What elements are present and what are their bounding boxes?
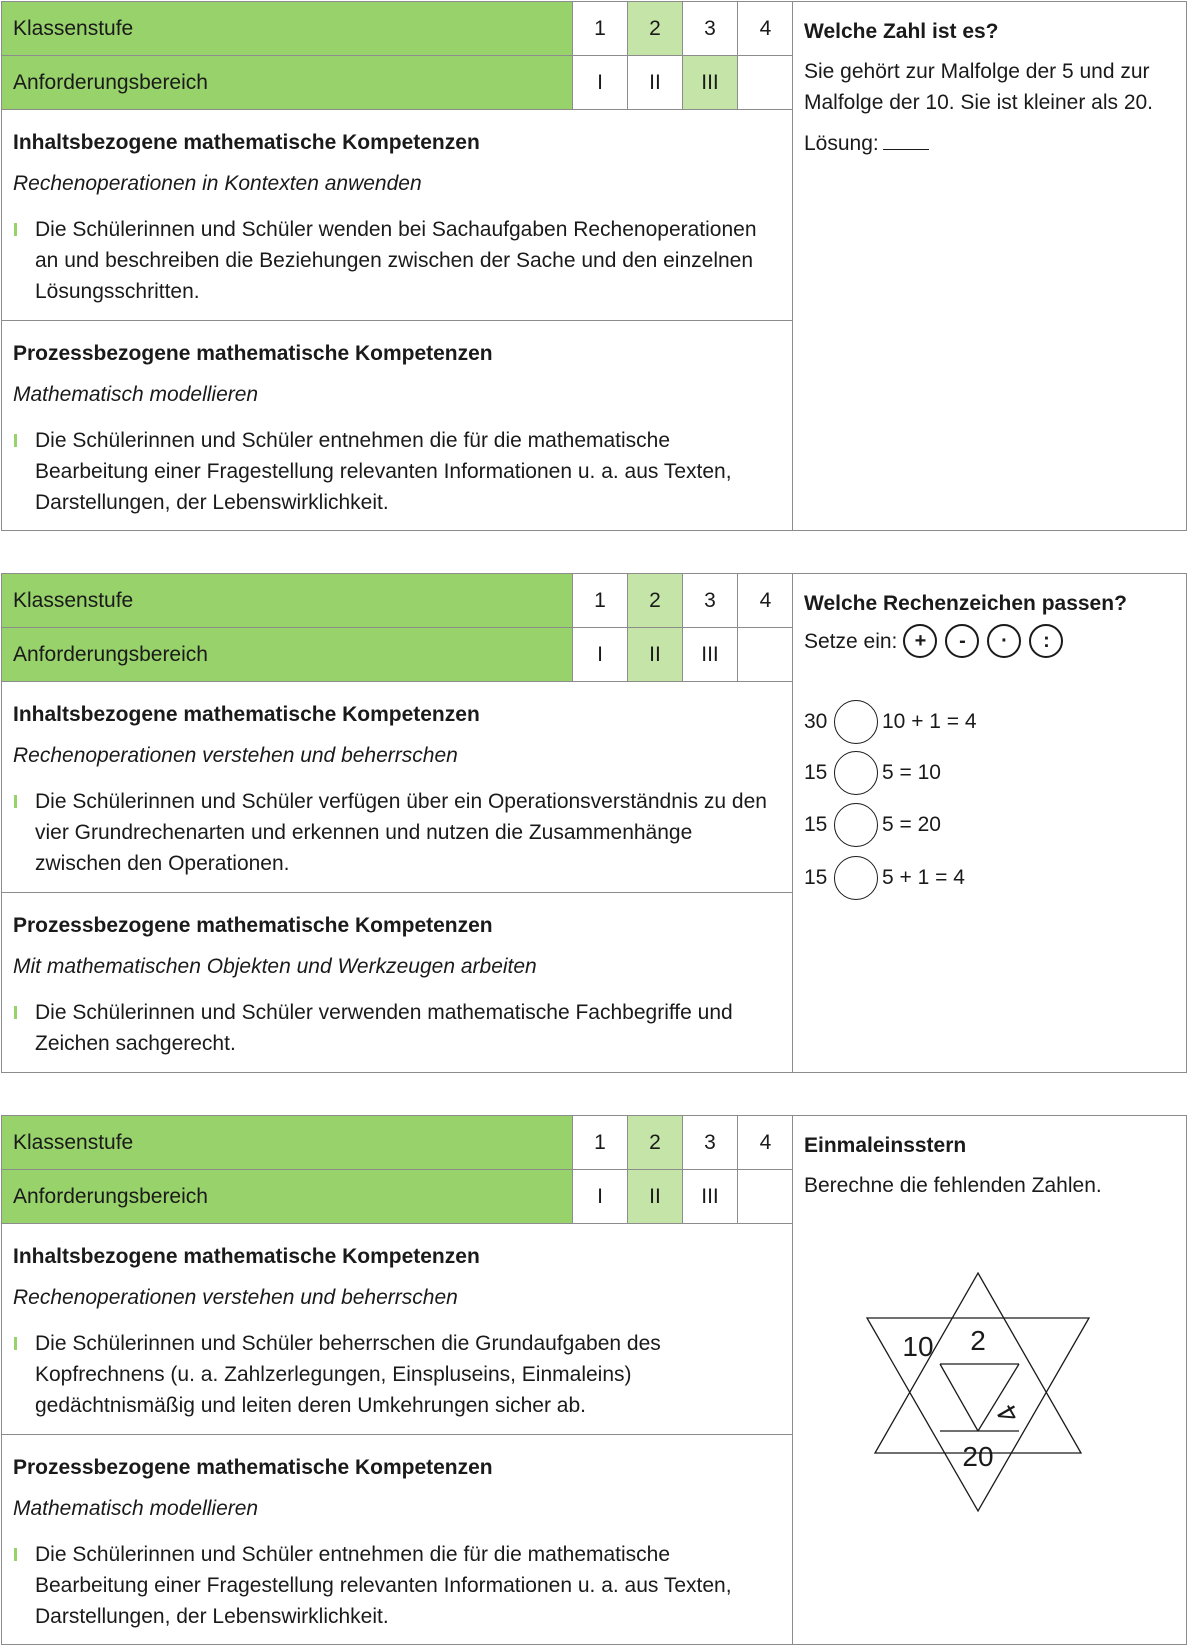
area-cell-II-selected: II [628,1170,683,1223]
content-subheading: Rechenoperationen in Kontexten anwenden [13,172,422,195]
process-text: Die Schülerinnen und Schüler verwenden mathematische Fachbegriffe und Zeichen sachgerecht. [35,1001,733,1055]
grade-cell-4: 4 [759,589,772,612]
area-cell-empty [738,56,793,109]
task-panel [793,1116,1186,1644]
process-bullet [13,1539,783,1632]
area-cell-II-selected: II [628,628,683,681]
area-label: Anforderungsbereich [2,1170,573,1223]
bullet-marker [14,1337,17,1350]
equation-left: 15 [804,866,828,889]
task-panel [793,574,1186,1072]
process-text: Die Schülerinnen und Schüler entnehmen die für die mathematische Bearbeitung einer Fragestellung relevanten Informationen u. a. aus Texten, Darstellungen, der Lebenswirklichkeit. [35,1543,732,1628]
process-heading: Prozessbezogene mathematische Kompetenzen [13,914,493,937]
grade-row [2,1116,793,1170]
operator-blank-circle[interactable] [834,856,878,900]
equation-row-4 [804,854,965,902]
area-row [2,1170,793,1224]
process-competence-section [2,892,793,1059]
task-instruction: Setze ein: [804,629,898,653]
star-number-rotated: 4 [990,1399,1026,1429]
task-text: Sie gehört zur Malfolge der 5 und zur Malfolge der 10. Sie ist kleiner als 20. [804,60,1154,114]
area-cell-empty [738,628,793,681]
grade-cell-2-selected: 2 [628,574,683,627]
operator-blank-circle[interactable] [834,700,878,744]
area-cell-III-selected: III [683,56,738,109]
star-inner-line [940,1364,978,1431]
equation-right: 10 + 1 = 4 [882,710,977,733]
grade-cell-1: 1 [573,2,628,55]
plus-sign: + [903,624,937,658]
equation-left: 30 [804,710,828,733]
operator-blank-circle[interactable] [834,751,878,795]
process-heading: Prozessbezogene mathematische Kompetenzen [13,342,493,365]
equation-row-1 [804,698,977,746]
area-cell-I: I [573,56,628,109]
grade-label: Klassenstufe [2,1116,573,1169]
card-left-panel [2,1116,793,1644]
star-outer-bottom-triangle [875,1273,1081,1453]
content-text: Die Schülerinnen und Schüler beherrschen die Grundaufgaben des Kopfrechnens (u. a. Zahlzerlegungen, Einspluseins, Einmaleins) gedächtnismäßig und leiten deren Umkehrungen sicher ab. [35,1332,661,1417]
area-cell-I: I [573,1170,628,1223]
content-competence-section [2,110,793,307]
grade-label: Klassenstufe [2,2,573,55]
solution-label: Lösung: [804,132,879,155]
solution-blank[interactable] [883,132,929,150]
content-bullet [13,1328,783,1421]
content-subheading: Rechenoperationen verstehen und beherrschen [13,744,458,767]
equation-right: 5 + 1 = 4 [882,866,965,889]
star-number-inner-top: 2 [970,1325,986,1356]
content-bullet [13,214,783,307]
equation-left: 15 [804,813,828,836]
content-text: Die Schülerinnen und Schüler verfügen über ein Operationsverständnis zu den vier Grundrechenarten und erkennen und nutzen die Zusammenhänge zwischen den Operationen. [35,790,767,875]
grade-cell-4: 4 [759,1131,772,1154]
card-left-panel [2,2,793,530]
process-competence-section [2,1434,793,1632]
grade-cell-3: 3 [683,1116,738,1169]
area-row [2,56,793,110]
grade-cell-2-selected: 2 [628,1116,683,1169]
task-title: Welche Zahl ist es? [804,20,999,43]
content-competence-section [2,1224,793,1421]
area-cell-empty [738,1170,793,1223]
area-label: Anforderungsbereich [2,628,573,681]
divide-sign: : [1029,624,1063,658]
process-competence-section [2,320,793,518]
process-subheading: Mathematisch modellieren [13,1497,259,1520]
area-cell-I: I [573,628,628,681]
area-row [2,628,793,682]
multiplication-star-diagram [853,1271,1113,1531]
star-number-outer-left: 10 [902,1331,934,1362]
competence-card-3 [1,1115,1187,1645]
grade-cell-3: 3 [683,2,738,55]
operator-signs [903,624,1063,658]
task-instruction-line [804,624,1186,658]
content-subheading: Rechenoperationen verstehen und beherrschen [13,1286,458,1309]
grade-cell-2-selected: 2 [628,2,683,55]
process-bullet [13,997,783,1059]
area-cell-III: III [683,628,738,681]
task-title: Welche Rechenzeichen passen? [804,592,1127,615]
minus-sign: - [945,624,979,658]
task-panel [793,2,1186,530]
bullet-marker [14,434,17,447]
content-heading: Inhaltsbezogene mathematische Kompetenzen [13,131,480,154]
star-number-outer-bottom: 20 [962,1441,994,1472]
task-text: Berechne die fehlenden Zahlen. [804,1174,1102,1197]
content-competence-section [2,682,793,879]
grade-row [2,2,793,56]
equation-right: 5 = 10 [882,761,941,784]
equation-right: 5 = 20 [882,813,941,836]
content-heading: Inhaltsbezogene mathematische Kompetenzen [13,703,480,726]
grade-cell-1: 1 [573,574,628,627]
bullet-marker [14,1006,17,1019]
competence-card-1 [1,1,1187,531]
content-heading: Inhaltsbezogene mathematische Kompetenzen [13,1245,480,1268]
grade-label: Klassenstufe [2,574,573,627]
process-heading: Prozessbezogene mathematische Kompetenzen [13,1456,493,1479]
process-subheading: Mathematisch modellieren [13,383,259,406]
competence-card-2 [1,573,1187,1073]
operator-blank-circle[interactable] [834,803,878,847]
area-cell-III: III [683,1170,738,1223]
grade-cell-4: 4 [759,17,772,40]
area-cell-II: II [628,56,683,109]
times-sign: · [987,624,1021,658]
card-left-panel [2,574,793,1072]
solution-line [804,128,1186,159]
bullet-marker [14,223,17,236]
grade-cell-3: 3 [683,574,738,627]
content-text: Die Schülerinnen und Schüler wenden bei Sachaufgaben Rechenoperationen an und beschreiben die Beziehungen zwischen der Sache und den einzelnen Lösungsschritten. [35,218,757,303]
bullet-marker [14,1548,17,1561]
equation-left: 15 [804,761,828,784]
task-title: Einmaleinsstern [804,1134,967,1157]
process-text: Die Schülerinnen und Schüler entnehmen die für die mathematische Bearbeitung einer Fragestellung relevanten Informationen u. a. aus Texten, Darstellungen, der Lebenswirklichkeit. [35,429,732,514]
grade-row [2,574,793,628]
process-bullet [13,425,783,518]
area-label: Anforderungsbereich [2,56,573,109]
grade-cell-1: 1 [573,1116,628,1169]
equation-row-3 [804,801,941,849]
bullet-marker [14,795,17,808]
process-subheading: Mit mathematischen Objekten und Werkzeugen arbeiten [13,955,537,978]
equation-row-2 [804,749,941,797]
content-bullet [13,786,783,879]
